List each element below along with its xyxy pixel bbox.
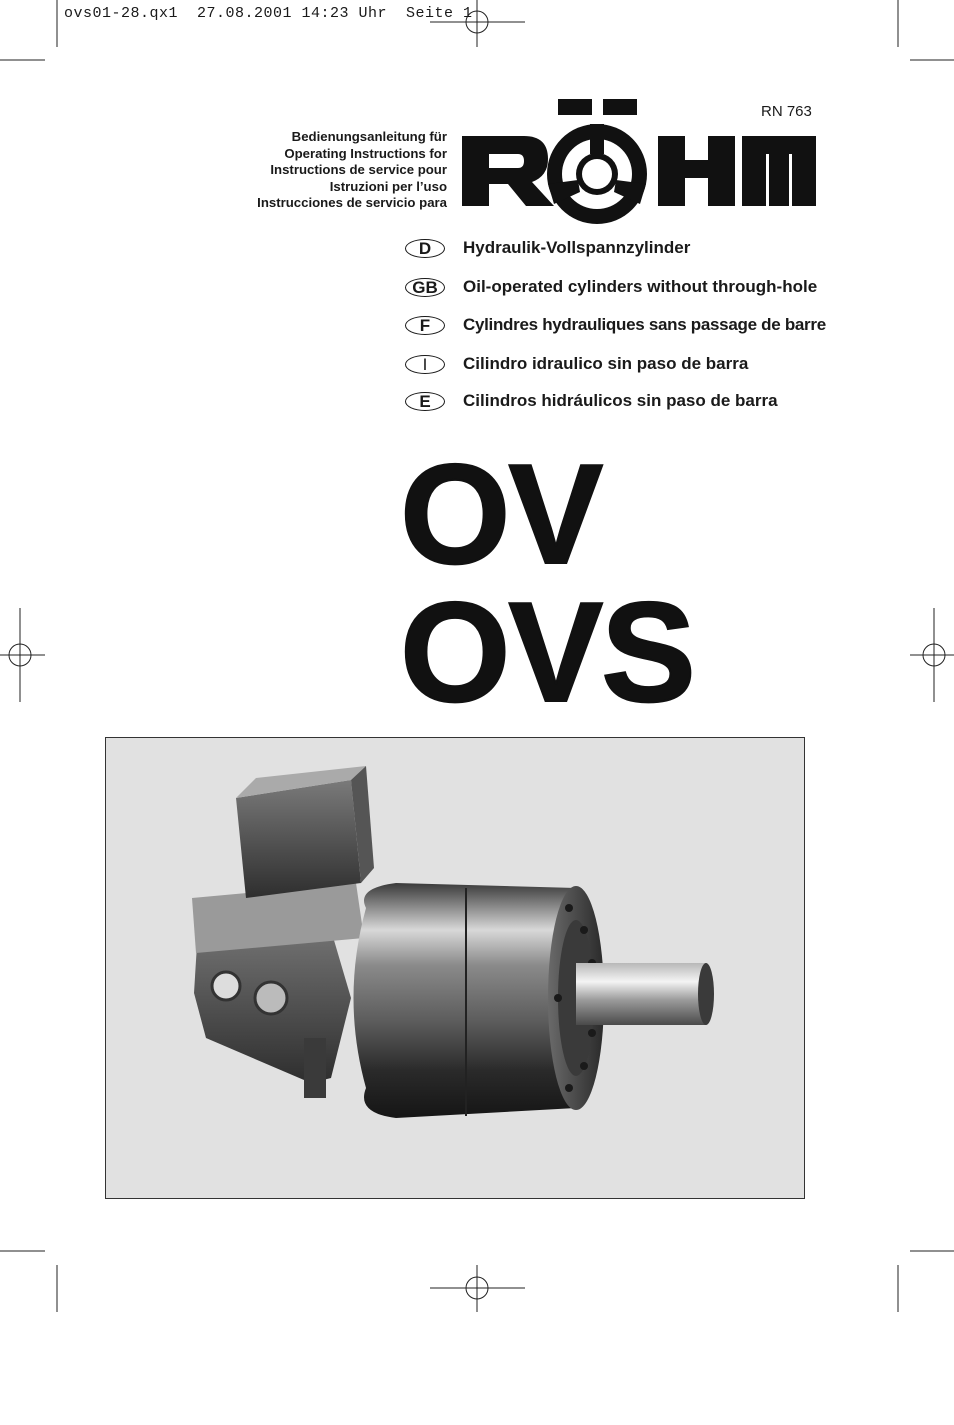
registration-mark-bottom — [430, 1265, 525, 1312]
print-slug: ovs01-28.qx1 27.08.2001 14:23 Uhr Seite 1 — [64, 5, 473, 22]
product-code-ov: OV — [400, 435, 602, 594]
language-row-d — [405, 236, 690, 260]
language-title: Hydraulik-Vollspannzylinder — [463, 238, 691, 257]
language-badge: D — [405, 239, 445, 258]
intro-line: Operating Instructions for — [284, 145, 447, 161]
document-number: RN 763 — [761, 103, 812, 120]
language-badge: F — [405, 316, 445, 335]
language-title: Cilindros hidráulicos sin paso de barra — [463, 391, 778, 410]
language-badge: I — [405, 355, 445, 374]
instruction-languages — [257, 129, 447, 212]
registration-mark-right — [910, 608, 954, 702]
language-row-e — [405, 389, 778, 413]
language-row-i — [405, 352, 748, 376]
intro-line: Istruzioni per l’uso — [329, 178, 447, 194]
language-title: Cilindro idraulico sin paso de barra — [463, 354, 749, 373]
language-badge: GB — [405, 278, 445, 297]
registration-mark-left — [0, 608, 45, 702]
cylinder-illustration — [106, 738, 804, 1198]
intro-line: Instrucciones de servicio para — [257, 195, 447, 211]
language-row-gb — [405, 275, 817, 299]
intro-line: Instructions de service pour — [270, 162, 447, 178]
product-photo — [105, 737, 805, 1199]
language-title: Cylindres hydrauliques sans passage de barre — [463, 315, 826, 334]
language-badge: E — [405, 392, 445, 411]
rohm-logo — [462, 96, 818, 224]
language-title: Oil-operated cylinders without through-hole — [463, 277, 818, 296]
product-code-ovs: OVS — [400, 573, 694, 732]
intro-line: Bedienungsanleitung für — [291, 129, 447, 144]
language-row-f — [405, 313, 826, 337]
